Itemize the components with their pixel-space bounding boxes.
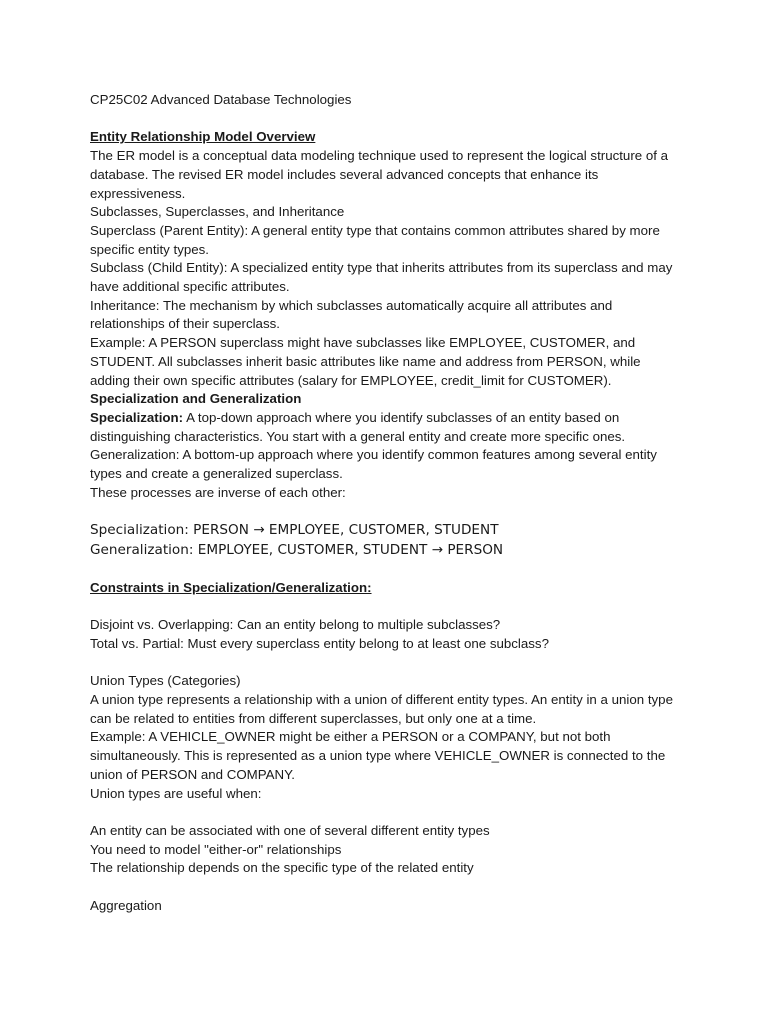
subclass-definition: Subclass (Child Entity): A specialized entity type that inherits attributes from its superclass and may have additional specific attributes. xyxy=(90,260,673,295)
spacer xyxy=(90,502,680,521)
spacer xyxy=(90,110,680,129)
union-useful-when: Union types are useful when: xyxy=(90,785,262,801)
spec-gen-heading: Specialization and Generalization xyxy=(90,391,302,407)
union-description: A union type represents a relationship with a union of different entity types. An entity in a union type can be related to entities from different superclasses, but only one at a time. xyxy=(90,692,673,726)
superclass-definition: Superclass (Parent Entity): A general entity type that contains common attributes shared by more specific entity types. xyxy=(90,222,660,257)
specialization-text: A top-down approach where you identify subclasses of an entity based on distinguishing characteristics. You start with a general entity and create more specific ones. xyxy=(90,409,626,444)
union-heading: Union Types (Categories) xyxy=(90,673,241,689)
er-overview-heading: Entity Relationship Model Overview xyxy=(90,129,316,145)
disjoint-constraint: Disjoint vs. Overlapping: Can an entity belong to multiple subclasses? xyxy=(90,617,501,633)
aggregation-heading: Aggregation xyxy=(90,897,162,913)
generalization-flow: Generalization: EMPLOYEE, CUSTOMER, STUDENT → PERSON xyxy=(90,541,504,558)
total-constraint: Total vs. Partial: Must every superclass entity belong to at least one subclass? xyxy=(90,635,549,651)
spacer xyxy=(90,803,680,822)
spacer xyxy=(90,654,680,673)
union-use-item: You need to model "either-or" relationships xyxy=(90,841,342,857)
constraints-heading: Constraints in Specialization/Generalization: xyxy=(90,579,372,595)
inheritance-example: Example: A PERSON superclass might have subclasses like EMPLOYEE, CUSTOMER, and STUDENT. All subclasses inherit basic attributes like name and address from PERSON, while adding their own specific attributes (salary for EMPLOYEE, credit_limit for CUSTOMER). xyxy=(90,335,641,388)
union-use-item: The relationship depends on the specific type of the related entity xyxy=(90,860,474,876)
spacer xyxy=(90,878,680,897)
document-page xyxy=(90,91,680,915)
union-use-item: An entity can be associated with one of several different entity types xyxy=(90,822,490,838)
union-example: Example: A VEHICLE_OWNER might be either a PERSON or a COMPANY, but not both simultaneously. This is represented as a union type where VEHICLE_OWNER is connected to the union of PERSON and COMPANY. xyxy=(90,729,666,782)
specialization-flow: Specialization: PERSON → EMPLOYEE, CUSTOMER, STUDENT xyxy=(90,522,499,539)
spacer xyxy=(90,598,680,617)
course-title: CP25C02 Advanced Database Technologies xyxy=(90,92,352,107)
specialization-definition xyxy=(90,409,680,446)
specialization-label: Specialization: xyxy=(90,409,184,425)
inverse-note: These processes are inverse of each other: xyxy=(90,484,346,500)
spacer xyxy=(90,560,680,579)
inheritance-subheading: Subclasses, Superclasses, and Inheritance xyxy=(90,204,345,220)
inheritance-definition: Inheritance: The mechanism by which subclasses automatically acquire all attributes and relationships of their superclass. xyxy=(90,297,613,332)
generalization-definition: Generalization: A bottom-up approach where you identify common features among several entity types and create a generalized superclass. xyxy=(90,447,657,482)
er-overview-intro: The ER model is a conceptual data modeling technique used to represent the logical structure of a database. The revised ER model includes several advanced concepts that enhance its expressiveness. xyxy=(90,148,669,201)
